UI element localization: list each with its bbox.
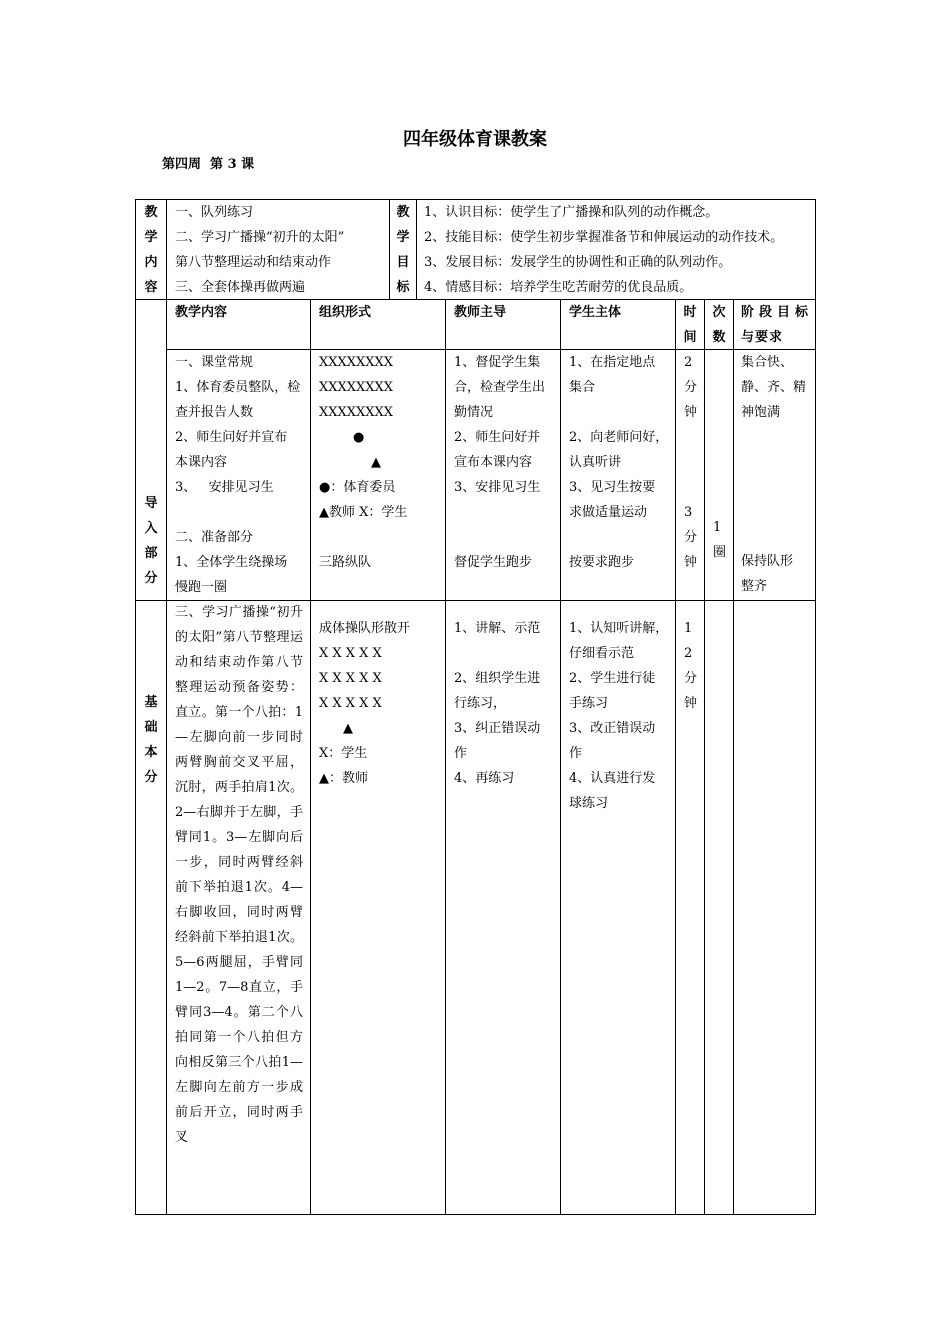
lesson-subtitle: 第四周 第 3 课: [162, 157, 255, 172]
page-title: 四年级体育课教案: [403, 129, 547, 150]
text-line: 按要求跑步: [569, 555, 635, 570]
text-line: 静、齐、精: [741, 380, 807, 395]
text-line: [454, 500, 545, 525]
basic-time: [684, 616, 697, 716]
text-line: 2、学生进行徒: [569, 671, 656, 686]
text-line: 慢跑一圈: [175, 580, 228, 595]
content-label: 教学内容: [144, 205, 158, 295]
text-line: 分: [684, 530, 698, 545]
header-teacher: 教师主导: [454, 305, 507, 320]
text-line: [569, 525, 668, 550]
text-line: ▲: [343, 721, 353, 736]
divider: [445, 299, 446, 1215]
text-line: 宣布本课内容: [454, 455, 533, 470]
text-line: 1: [684, 621, 693, 636]
text-line: 集合: [569, 380, 596, 395]
text-line: 行练习，: [454, 696, 507, 711]
intro-count: [713, 515, 726, 565]
intro-time: [684, 350, 697, 575]
text-line: 1、督促学生集: [454, 355, 541, 370]
text-line: 2、组织学生进: [454, 671, 541, 686]
text-line: 一、课堂常规: [175, 355, 254, 370]
text-line: 一、队列练习: [175, 205, 254, 220]
text-line: 1、认知听讲解，: [569, 621, 669, 636]
text-line: 钟: [684, 405, 698, 420]
text-line: [454, 525, 545, 550]
basic-org: [319, 616, 410, 791]
text-line: 3、纠正错误动: [454, 721, 541, 736]
text-line: 神饱满: [741, 405, 781, 420]
text-line: 勤情况: [454, 405, 494, 420]
intro-org: [319, 350, 407, 575]
intro-teacher: [454, 350, 545, 575]
text-line: 圈: [713, 545, 727, 560]
text-line: 第八节整理运动和结束动作: [175, 255, 332, 270]
intro-goal: [741, 350, 806, 425]
divider: [310, 299, 311, 1215]
text-line: X X X X X: [319, 646, 382, 661]
basic-label: 基础本分: [144, 695, 158, 785]
header-goal: 阶段目标与要求: [741, 305, 809, 345]
basic-teacher: [454, 616, 540, 791]
text-line: 1、认识目标：使学生了广播操和队列的动作概念。: [424, 205, 719, 220]
text-line: 1、全体学生绕操场: [175, 555, 288, 570]
text-line: 3、改正错误动: [569, 721, 656, 736]
text-line: XXXXXXXX: [319, 355, 394, 370]
text-line: 1: [713, 520, 722, 535]
text-line: 合，检查学生出: [454, 380, 546, 395]
text-line: [175, 500, 300, 525]
text-line: 3、发展目标：发展学生的协调性和正确的队列动作。: [424, 255, 732, 270]
divider: [416, 199, 417, 300]
text-line: XXXXXXXX: [319, 380, 394, 395]
text-line: 查并报告人数: [175, 405, 254, 420]
text-line: ▲教师 X：学生: [319, 505, 408, 520]
top-goal-list: [424, 200, 783, 300]
text-line: 2、师生问好并宣布: [175, 430, 288, 445]
text-line: 3、 安排见习生: [175, 480, 274, 495]
text-line: 整齐: [741, 579, 768, 594]
text-line: ▲：教师: [319, 771, 368, 786]
text-line: ●：体育委员: [319, 480, 396, 495]
basic-content: 三、学习广播操“初升的太阳”第八节整理运动和结束动作第八节整理运动预备姿势：直立。第一个八拍：1—左脚向前一步同时两臂胸前交叉平屈，沉肘，两手拍肩1次。2—右脚并于左脚，手臂同1。3—左脚向后一步，同时两臂经斜前下举拍退1次。4—右脚收回，同时两臂经斜前下举拍退1次。5—6两腿屈，手臂同1—2。7—8直立，手臂同3—4。第二个八拍同第一个八拍但方向相反第三个八拍1—左脚向左前方一步成前后开立，同时两手叉: [175, 605, 303, 1145]
text-line: 仔细看示范: [569, 646, 635, 661]
text-line: 集合快、: [741, 355, 794, 370]
intro-label: 导入部分: [144, 496, 158, 586]
text-line: 作: [454, 746, 468, 761]
text-line: [319, 525, 407, 550]
text-line: [684, 450, 697, 475]
text-line: 4、情感目标：培养学生吃苦耐劳的优良品质。: [424, 280, 693, 295]
text-line: 1、在指定地点: [569, 355, 656, 370]
text-line: [684, 475, 697, 500]
text-line: 4、认真进行发: [569, 771, 656, 786]
header-count: 次数: [712, 305, 726, 345]
text-line: 二、学习广播操“初升的太阳”: [175, 230, 345, 245]
header-time: 时间: [683, 305, 697, 345]
text-line: 成体操队形散开: [319, 621, 411, 636]
divider: [166, 199, 167, 300]
basic-student: [569, 616, 668, 816]
divider: [675, 299, 676, 1215]
text-line: 4、再练习: [454, 771, 515, 786]
text-line: 3、安排见习生: [454, 480, 541, 495]
goal-label: 教学目标: [396, 205, 410, 295]
text-line: 二、准备部分: [175, 530, 254, 545]
text-line: 3: [684, 505, 693, 520]
text-line: ▲: [371, 455, 381, 470]
text-line: 2: [684, 646, 693, 661]
divider: [704, 299, 705, 1215]
text-line: 分: [684, 380, 698, 395]
text-line: [454, 641, 540, 666]
text-line: X：学生: [319, 746, 368, 761]
text-line: 本课内容: [175, 455, 228, 470]
text-line: X X X X X: [319, 696, 382, 711]
text-line: 1、体育委员整队，检: [175, 380, 301, 395]
divider: [389, 199, 390, 300]
text-line: 球练习: [569, 796, 609, 811]
text-line: [684, 425, 697, 450]
text-line: 认真听讲: [569, 455, 622, 470]
text-line: 求做适量运动: [569, 505, 648, 520]
divider: [166, 299, 167, 1215]
text-line: X X X X X: [319, 671, 382, 686]
text-line: 作: [569, 746, 583, 761]
text-line: 3、见习生按要: [569, 480, 656, 495]
text-line: 钟: [684, 555, 698, 570]
text-line: 钟: [684, 696, 698, 711]
text-line: 1、讲解、示范: [454, 621, 541, 636]
text-line: [569, 400, 668, 425]
text-line: ●: [353, 430, 365, 445]
top-content-list: [175, 200, 344, 300]
text-line: 2、向老师问好，: [569, 430, 669, 445]
divider: [560, 299, 561, 1215]
intro-content: [175, 350, 300, 600]
text-line: 2: [684, 355, 693, 370]
header-org: 组织形式: [319, 305, 372, 320]
text-line: 分: [684, 671, 698, 686]
text-line: 三路纵队: [319, 555, 372, 570]
text-line: 2、师生问好并: [454, 430, 541, 445]
header-content: 教学内容: [175, 305, 228, 320]
text-line: 三、全套体操再做两遍: [175, 280, 306, 295]
text-line: 督促学生跑步: [454, 555, 533, 570]
intro-goal-2: [741, 549, 793, 599]
text-line: 保持队形: [741, 554, 794, 569]
text-line: 手练习: [569, 696, 609, 711]
divider: [733, 299, 734, 1215]
intro-student: [569, 350, 668, 575]
text-line: 2、技能目标：使学生初步掌握准备节和伸展运动的动作技术。: [424, 230, 784, 245]
header-student: 学生主体: [569, 305, 622, 320]
text-line: XXXXXXXX: [319, 405, 394, 420]
